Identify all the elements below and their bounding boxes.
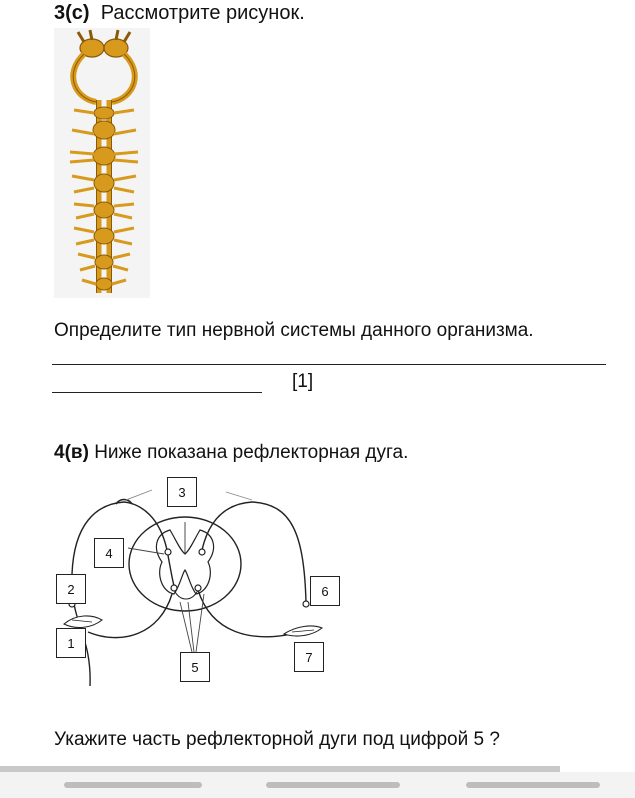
- diagram-label-4: 4: [94, 538, 124, 568]
- answer-line-1[interactable]: [52, 364, 606, 365]
- effector-left: [64, 616, 102, 628]
- q4-question: Укажите часть рефлекторной дуги под цифрой 5 ?: [54, 729, 500, 750]
- diagram-label-2: 2: [56, 574, 86, 604]
- q3-title: Рассмотрите рисунок.: [100, 2, 305, 24]
- interneuron-body-right: [199, 549, 205, 555]
- page-indicator-1[interactable]: [64, 782, 202, 788]
- q4-title: Ниже показана рефлекторная дуга.: [94, 442, 409, 463]
- ladder-nervous-system-figure: [54, 28, 150, 298]
- diagram-label-7: 7: [294, 642, 324, 672]
- segment-ganglion: [74, 107, 134, 119]
- q3-heading: [54, 2, 305, 25]
- answer-line-2[interactable]: [52, 392, 262, 393]
- page-indicator-2[interactable]: [266, 782, 400, 788]
- page-indicator-3[interactable]: [466, 782, 600, 788]
- q3-mark: [1]: [292, 371, 314, 392]
- q4-number: 4(в): [54, 442, 89, 463]
- diagram-label-5: 5: [180, 652, 210, 682]
- ladder-nervous-system-drawing: [54, 28, 150, 298]
- q3-number: 3(c): [54, 2, 90, 24]
- q4-heading: [54, 442, 408, 464]
- interneuron-body: [165, 549, 171, 555]
- diagram-label-1: 1: [56, 628, 86, 658]
- motor-neuron-body-left: [171, 585, 177, 591]
- receptor-ending-right: [303, 601, 309, 607]
- motor-neuron-body-right: [195, 585, 201, 591]
- diagram-label-6: 6: [310, 576, 340, 606]
- diagram-label-3: 3: [167, 477, 197, 507]
- q3-question: Определите тип нервной системы данного организма.: [54, 320, 534, 341]
